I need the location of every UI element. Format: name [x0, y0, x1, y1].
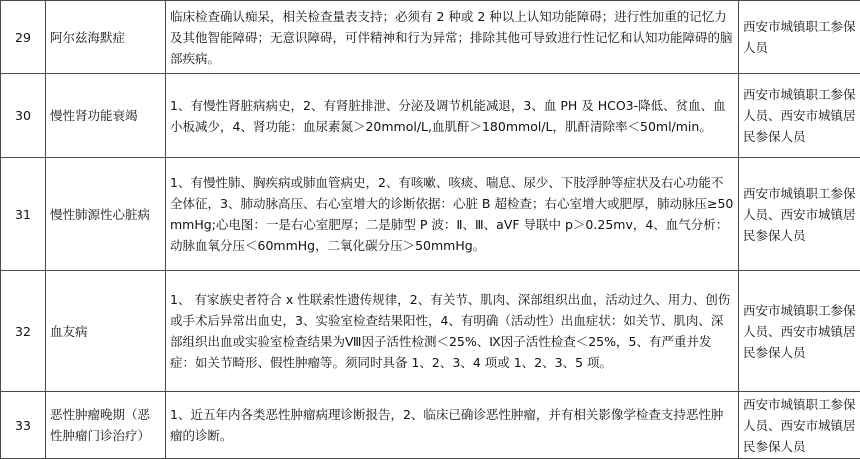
row-number: 30 [1, 74, 46, 158]
table-row [1, 158, 860, 271]
diagnostic-criteria: 临床检查确认痴呆，相关检查量表支持；必须有 2 种或 2 种以上认知功能障碍；进行性加重的记忆力及其他智能障碍；无意识障碍，可伴精神和行为异常；排除其他可导致进行性记忆和认知功能障碍的脑部疾病。 [166, 1, 739, 74]
table-row [1, 74, 860, 158]
diagnostic-criteria: 1、有慢性肺、胸疾病或肺血管病史，2、有咳嗽、咳痰、喘息、尿少、下肢浮肿等症状及右心功能不全体征，3、肺动脉高压、右心室增大的诊断依据：心脏 B 超检查；右心室增大或肥厚，肺动脉压≥50mmHg;心电图：一是右心室肥厚；二是肺型 P 波：Ⅱ、Ⅲ、aVF 导联中 p＞0.25mv，4、血气分析：动脉血氧分压＜60mmHg，二氧化碳分压＞50mmHg。 [166, 158, 739, 271]
row-number: 33 [1, 392, 46, 459]
disease-name: 慢性肺源性心脏病 [46, 158, 166, 271]
diagnostic-criteria: 1、有慢性肾脏病病史，2、有肾脏排泄、分泌及调节机能减退，3、血 PH 及 HCO3-降低、贫血、血小板减少，4、肾功能：血尿素氮＞20mmol/L,血肌酐＞180mmol/L，肌酐清除率＜50ml/min。 [166, 74, 739, 158]
diagnostic-criteria: 1、 有家族史者符合 x 性联索性遗传规律，2、有关节、肌肉、深部组织出血，活动过久、用力、创伤或手术后异常出血史，3、实验室检查结果阳性，4、有明确（活动性）出血症状：如关节、肌肉、深部组织出血或实验室检查结果为Ⅷ因子活性检测＜25%、Ⅸ因子活性检查＜25%，5、有严重并发症：如关节畸形、假性肿瘤等。须同时具备 1、2、3、4 项或 1、2、3、5 项。 [166, 271, 739, 392]
insured-scope: 西安市城镇职工参保人员、西安市城镇居民参保人员 [739, 74, 860, 158]
disease-name: 阿尔兹海默症 [46, 1, 166, 74]
insured-scope: 西安市城镇职工参保人员 [739, 1, 860, 74]
insured-scope: 西安市城镇职工参保人员、西安市城镇居民参保人员 [739, 392, 860, 459]
diagnostic-criteria: 1、近五年内各类恶性肿瘤病理诊断报告，2、临床已确诊恶性肿瘤，并有相关影像学检查支持恶性肿瘤的诊断。 [166, 392, 739, 459]
table-row [1, 392, 860, 459]
insured-scope: 西安市城镇职工参保人员、西安市城镇居民参保人员 [739, 158, 860, 271]
row-number: 31 [1, 158, 46, 271]
table-row [1, 1, 860, 74]
row-number: 32 [1, 271, 46, 392]
disease-name: 慢性肾功能衰竭 [46, 74, 166, 158]
insured-scope: 西安市城镇职工参保人员、西安市城镇居民参保人员 [739, 271, 860, 392]
disease-name: 血友病 [46, 271, 166, 392]
row-number: 29 [1, 1, 46, 74]
table-row [1, 271, 860, 392]
disease-name: 恶性肿瘤晚期（恶性肿瘤门诊治疗） [46, 392, 166, 459]
